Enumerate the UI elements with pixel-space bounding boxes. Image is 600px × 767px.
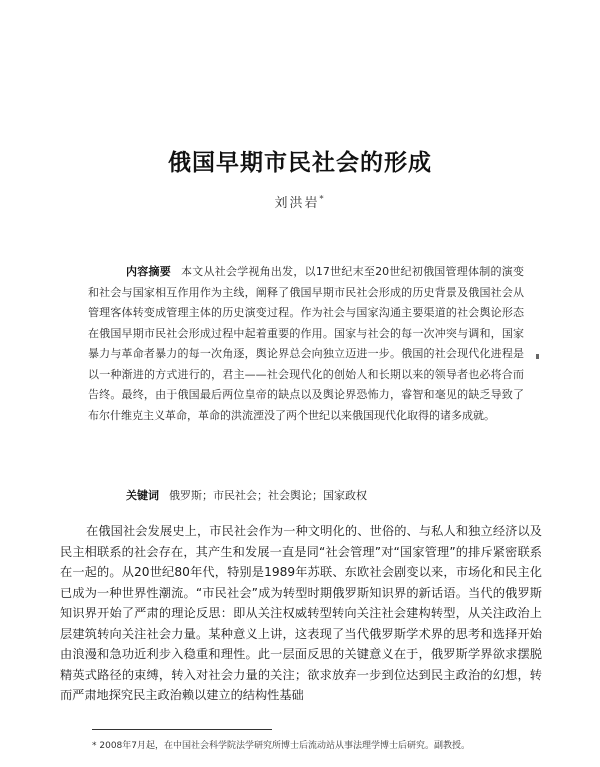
footnote-divider — [92, 729, 272, 730]
author-footnote-mark: * — [319, 194, 326, 204]
footnote: * 2008年7月起，在中国社会科学院法学研究所博士后流动站从事法理学博士后研究。副教授。 — [92, 741, 470, 751]
abstract-text: 本文从社会学视角出发，以17世纪末至20世纪初俄国管理体制的演变和社会与国家相互作用作为主线，阐释了俄国早期市民社会形成的历史背景及俄国社会从管理客体转变成管理主体的历史演变过程。作为社会与国家沟通主要渠道的社会舆论形态在俄国早期市民社会形成过程中起着重要的作用。国家与社会的每一次冲突与调和，国家暴力与革命者暴力的每一次角逐，舆论界总会向独立迈进一步。俄国的社会现代化进程是以一种渐进的方式进行的，君主——社会现代化的创始人和长期以来的领导者也必将合而告终。最终，由于俄国最后两位皇帝的缺点以及舆论界恐怖力，睿智和毫见的缺乏导致了布尔什维克主义革命，革命的洪流湮没了两个世纪以来俄国现代化取得的诸多成就。 — [88, 265, 525, 422]
article-title: 俄国早期市民社会的形成 — [168, 150, 432, 176]
keywords-block — [126, 487, 526, 503]
author-name: 刘洪岩 — [274, 196, 320, 211]
keywords-text: 俄罗斯；市民社会；社会舆论；国家政权 — [169, 489, 367, 502]
abstract-block — [88, 262, 524, 426]
margin-mark — [536, 354, 539, 359]
body-paragraph: 在俄国社会发展史上，市民社会作为一种文明化的、世俗的、与私人和独立经济以及民主相联系的社会存在，其产生和发展一直是同“社会管理”对“国家管理”的排斥紧密联系在一起的。从20世纪80年代，特别是1989年苏联、东欧社会剧变以来，市场化和民主化已成为一种世界性潮流。“市民社会”成为转型时期俄罗斯知识界的新话语。当代的俄罗斯知识界开始了严肃的理论反思：即从关注权威转型转向关注社会建构转型，从关注政治上层建筑转向关注社会力量。某种意义上讲，这表现了当代俄罗斯学术界的思考和选择开始由浪漫和急功近利步入稳重和理性。此一层面反思的关键意义在于，俄罗斯学界欲求摆脱精英式路径的束缚，转入对社会力量的关注；欲求放弃一步到位达到民主政治的幻想，转而严肃地探究民主政治赖以建立的结构性基础 — [60, 524, 542, 702]
keywords-label: 关键词 — [126, 489, 159, 502]
abstract-label: 内容摘要 — [126, 265, 171, 278]
author-line — [0, 192, 600, 211]
